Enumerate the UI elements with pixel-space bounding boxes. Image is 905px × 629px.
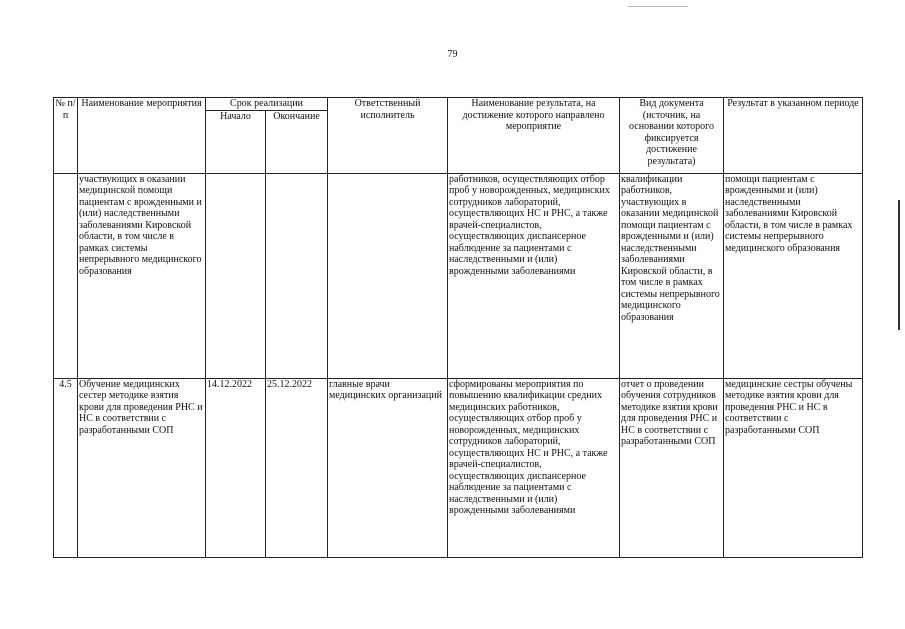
header-result: Результат в указанном периоде — [724, 98, 863, 174]
cell-result: медицинские сестры обучены методике взятия крови для проведения РНС и НС в соответствии с разработанными СОП — [724, 378, 863, 557]
header-num: № п/п — [54, 98, 78, 174]
page-number: 79 — [447, 49, 458, 60]
cell-responsible — [328, 173, 448, 378]
table-row — [54, 173, 863, 378]
cell-start: 14.12.2022 — [206, 378, 266, 557]
scan-edge-mark — [898, 200, 900, 330]
table-row — [54, 378, 863, 557]
header-result-name: Наименование результата, на достижение которого направлено мероприятие — [448, 98, 620, 174]
cell-result-name: работников, осуществляющих отбор проб у новорожденных, медицинских сотрудников лабораторий, осуществляющих НС и РНС, а также врачей-специалистов, осуществляющих диспансерное наблюдение за пациентами с наследственными и (или) врожденными заболеваниями — [448, 173, 620, 378]
cell-start — [206, 173, 266, 378]
header-doc-type: Вид документа (источник, на основании которого фиксируется достижение результата) — [620, 98, 724, 174]
cell-responsible: главные врачи медицинских организаций — [328, 378, 448, 557]
header-period: Срок реализации — [206, 98, 328, 111]
cell-end: 25.12.2022 — [266, 378, 328, 557]
cell-name: Обучение медицинских сестер методике взятия крови для проведения РНС и НС в соответствии с разработанными СОП — [78, 378, 206, 557]
header-start: Начало — [206, 110, 266, 173]
cell-result-name: сформированы мероприятия по повышению квалификации средних медицинских работников, осуществляющих отбор проб у новорожденных, медицинских сотрудников лабораторий, осуществляющих НС и РНС, а также врачей-специалистов, осуществляющих диспансерное наблюдение за пациентами с наследственными и (или) врожденными заболеваниями — [448, 378, 620, 557]
header-name: Наименование мероприятия — [78, 98, 206, 174]
header-end: Окончание — [266, 110, 328, 173]
cell-name: участвующих в оказании медицинской помощи пациентам с врожденными и (или) наследственными заболеваниями Кировской области, в том числе в рамках системы непрерывного медицинского образования — [78, 173, 206, 378]
cell-doc-type: отчет о проведении обучения сотрудников методике взятия крови для проведения РНС и НС в соответствии с разработанными СОП — [620, 378, 724, 557]
cell-doc-type: квалификации работников, участвующих в оказании медицинской помощи пациентам с врожденными и (или) наследственными заболеваниями Кировской области, в том числе в рамках системы непрерывного медицинского образования — [620, 173, 724, 378]
cell-result: помощи пациентам с врожденными и (или) наследственными заболеваниями Кировской области, в том числе в рамках системы непрерывного медицинского образования — [724, 173, 863, 378]
cell-num: 4.5 — [54, 378, 78, 557]
cell-end — [266, 173, 328, 378]
cell-num — [54, 173, 78, 378]
header-responsible: Ответственный исполнитель — [328, 98, 448, 174]
scan-artifact — [628, 6, 688, 7]
measures-table — [53, 97, 863, 558]
